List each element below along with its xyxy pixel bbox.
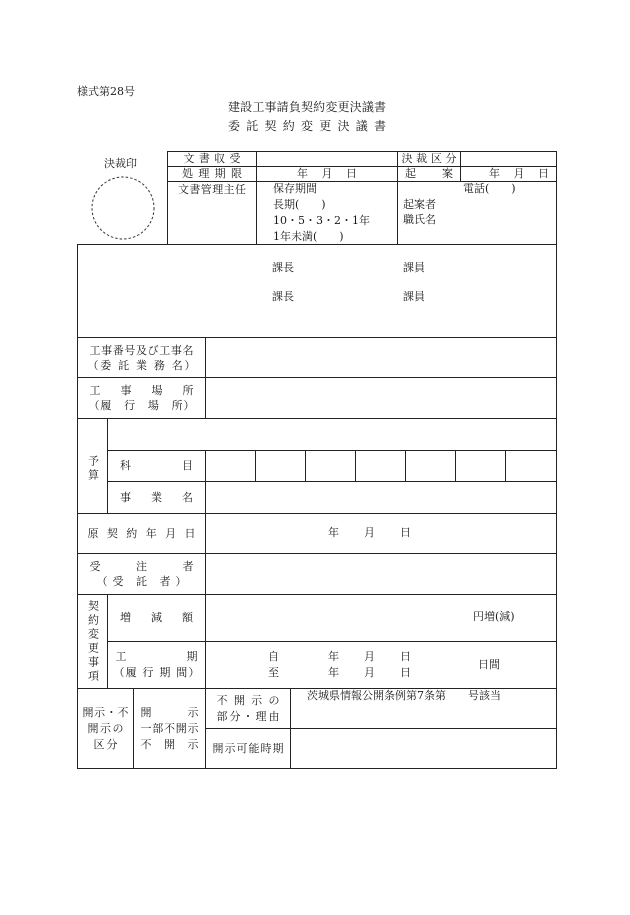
nondisclosure-reason-label-line1: 不 開 示 の: [216, 693, 280, 707]
contractor-label-line2: （ 受 託 者 ）: [96, 575, 187, 588]
subject-label: 科 目: [120, 459, 193, 472]
deadline-date-cell: [256, 166, 398, 182]
title-primary: 建設工事請負契約変更決議書: [228, 100, 386, 114]
approval-seal-area: [77, 151, 167, 244]
business-value-cell: [205, 481, 557, 514]
title-secondary: 委 託 契 約 変 更 決 議 書: [228, 119, 386, 133]
retention-cell: [256, 181, 398, 245]
decision-category-value-cell: [460, 151, 557, 167]
amount-unit: 円増(減): [473, 610, 515, 623]
location-value-cell: [205, 377, 557, 419]
budget-group-cell: [77, 418, 108, 514]
period-label-line2: （履 行 期 間）: [113, 666, 200, 679]
contractor-label-line1: 受 注 者: [89, 560, 194, 573]
business-label-cell: [107, 481, 206, 514]
change-group-cell: [77, 594, 108, 689]
budget-top-row-cell: [107, 418, 557, 451]
business-label: 事 業 名: [120, 490, 193, 504]
original-contract-label-cell: [77, 513, 206, 554]
change-group-label: 契約変更事項: [86, 599, 100, 684]
disclosure-option-disclose: 開 示: [140, 705, 199, 719]
disclosure-category-line1: 開示・不: [82, 705, 129, 719]
period-label-line1: 工 期: [115, 650, 198, 663]
nondisclosure-reason-label-cell: [205, 688, 291, 729]
subject-cell: [355, 450, 406, 482]
section-chief-label: 課長: [272, 290, 294, 303]
nondisclosure-reason-value-cell: [290, 688, 557, 729]
subject-cell: [455, 450, 506, 482]
disclosure-timing-label-cell: [205, 728, 291, 769]
disclosure-category-line2: 開示の: [87, 721, 124, 735]
staff-label: 課員: [403, 290, 425, 303]
amount-label-cell: [107, 594, 206, 642]
retention-label: 保存期間: [273, 182, 317, 195]
subject-cell: [255, 450, 306, 482]
retention-long-term: 長期( ): [273, 198, 326, 211]
approval-box: [77, 244, 557, 338]
subject-cell: [305, 450, 356, 482]
retention-under-one-year: 1年未満( ): [273, 230, 344, 243]
period-from-date: 年 月 日: [328, 650, 411, 663]
disclosure-timing-value-cell: [290, 728, 557, 769]
subject-cell: [505, 450, 557, 482]
approval-seal-circle: [90, 175, 156, 241]
period-to-date: 年 月 日: [328, 666, 411, 679]
location-label-line1: 工 事 場 所: [89, 384, 194, 397]
original-contract-date: 年 月 日: [328, 526, 411, 539]
retention-block: [273, 181, 370, 245]
location-label-line2: （履 行 場 所）: [88, 399, 195, 412]
amount-value-cell: [205, 594, 557, 642]
received-value-cell: [256, 151, 398, 167]
decision-category-label: 決裁区分: [401, 152, 457, 165]
period-duration-unit: 日間: [478, 658, 500, 671]
deadline-label: 処 理 期 限: [182, 167, 242, 180]
title-block: [228, 98, 386, 136]
subject-cell: [405, 450, 456, 482]
drafter-cell: [397, 181, 557, 245]
disclosure-timing-label: 開示可能時期: [212, 741, 284, 755]
period-value-cell: [205, 641, 557, 689]
deadline-label-cell: [167, 166, 257, 182]
original-contract-label: 原 契 約 年 月 日: [87, 526, 196, 540]
records-manager-label: 文書管理主任: [178, 183, 246, 196]
project-label-cell: [77, 337, 206, 378]
original-contract-date-cell: [205, 513, 557, 554]
section-chief-label: 課長: [272, 261, 294, 274]
drafted-date: 年 月 日: [489, 167, 549, 180]
period-to-label: 至: [268, 666, 279, 679]
location-label-cell: [77, 377, 206, 419]
contractor-value-cell: [205, 553, 557, 595]
title-name-label: 職氏名: [403, 213, 436, 226]
subject-label-cell: [107, 450, 206, 482]
records-manager-cell: [167, 181, 257, 245]
drafted-label-cell: [397, 166, 461, 182]
disclosure-option-partial: 一部不開示: [140, 721, 199, 735]
deadline-date: 年 月 日: [297, 167, 357, 180]
received-label: 文 書 収 受: [183, 152, 241, 165]
retention-periods: 10・5・3・2・1年: [273, 214, 370, 227]
nondisclosure-reason-text: 茨城県情報公開条例第7条第 号該当: [307, 689, 501, 702]
project-label-line2: （委 託 業 務 名）: [87, 358, 196, 372]
amount-label: 増 減 額: [120, 611, 193, 624]
disclosure-category-cell: [77, 688, 134, 769]
project-value-cell: [205, 337, 557, 378]
drafter-label: 起案者: [403, 198, 436, 211]
subject-cell: [205, 450, 256, 482]
contractor-label-cell: [77, 553, 206, 595]
drafted-date-cell: [460, 166, 557, 182]
disclosure-category-line3: 区分: [93, 737, 118, 751]
staff-label: 課員: [403, 261, 425, 274]
disclosure-options-cell: [133, 688, 206, 769]
drafted-label: 起 案: [405, 167, 453, 180]
received-label-cell: [167, 151, 257, 167]
project-label-line1: 工事番号及び工事名: [89, 343, 194, 357]
decision-category-label-cell: [397, 151, 461, 167]
budget-group-label: 予算: [86, 454, 100, 483]
disclosure-option-nondisclose: 不 開 示: [140, 737, 199, 751]
approval-seal-label: 決裁印: [104, 157, 137, 170]
period-from-label: 自: [268, 650, 279, 663]
form-number: 様式第28号: [77, 85, 135, 98]
period-label-cell: [107, 641, 206, 689]
phone-label: 電話( ): [463, 182, 516, 195]
nondisclosure-reason-label-line2: 部分・理由: [216, 709, 280, 723]
